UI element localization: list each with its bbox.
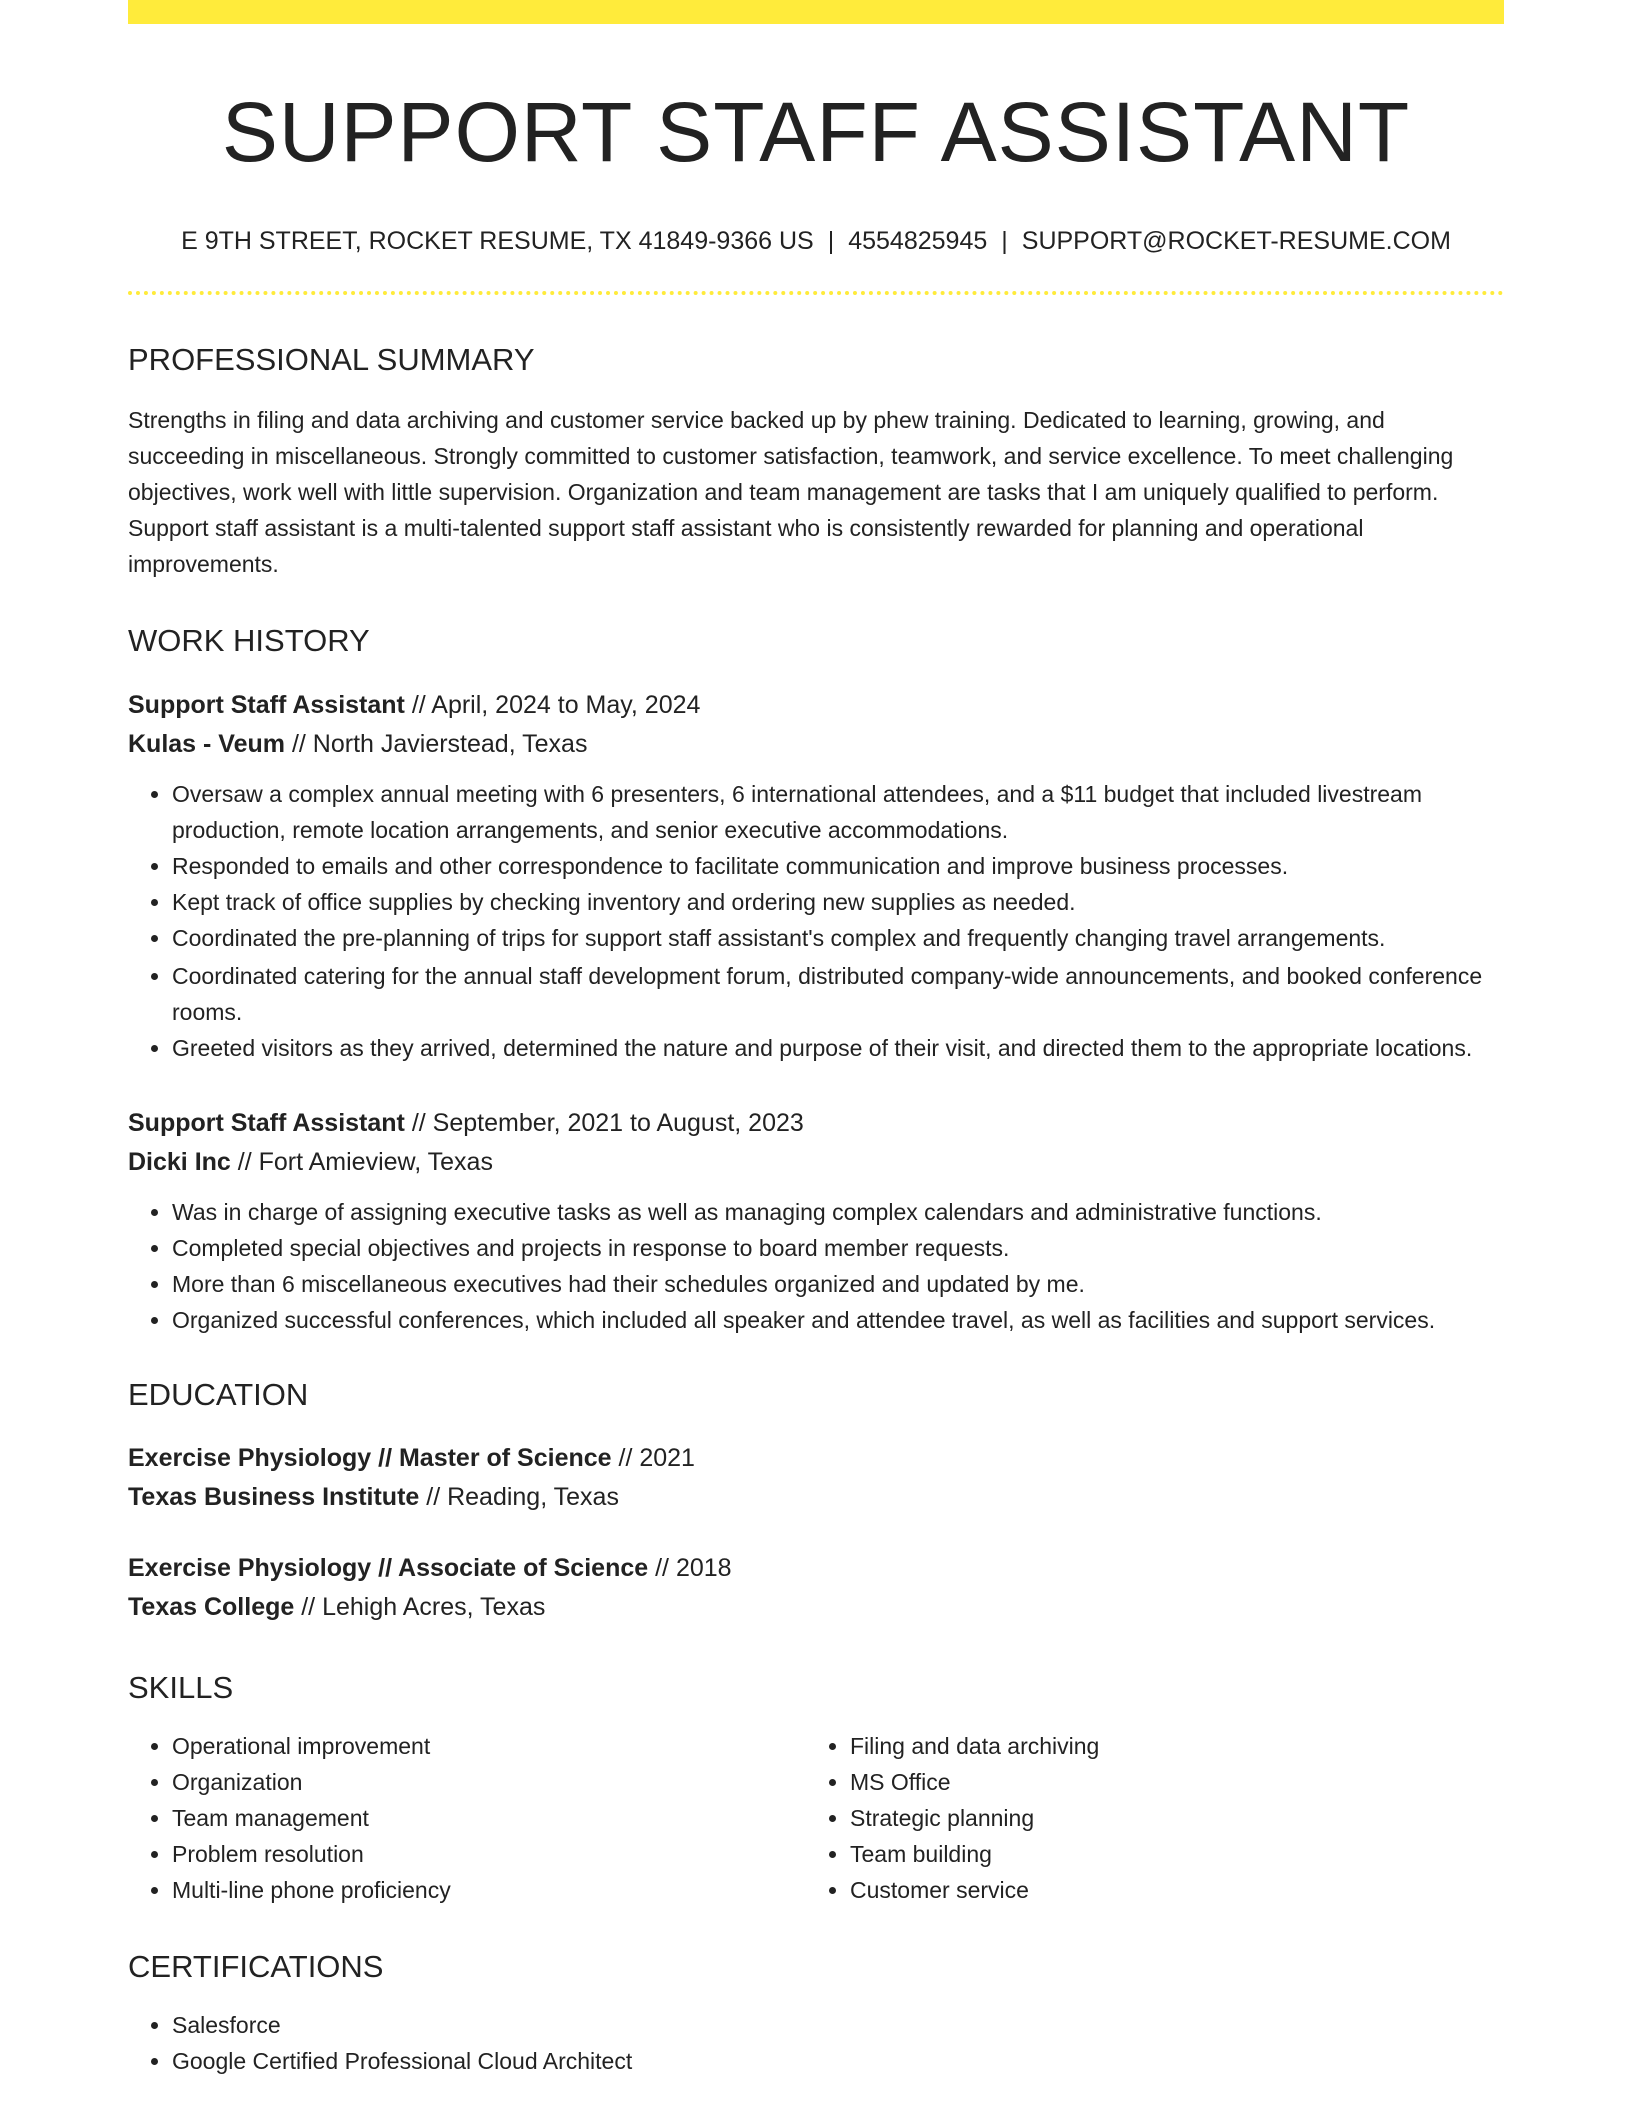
education-location: // Lehigh Acres, Texas [294,1592,546,1621]
job-bullets [128,1194,1504,1338]
education-degree: Exercise Physiology // Associate of Science [128,1553,649,1582]
education-degree: Exercise Physiology // Master of Science [128,1443,612,1472]
job-company: Dicki Inc [128,1147,231,1176]
list-item: • Customer service [850,1872,1484,1908]
list-item: • Oversaw a complex annual meeting with 6 presenters, 6 international attendees, and a $11 budget that included livestream production, remote location arrangements, and senior executive accommodations. [172,776,1504,848]
contact-address: E 9TH STREET, ROCKET RESUME, TX 41849-9366 US [181,226,814,255]
contact-line [128,225,1504,258]
job-role: Support Staff Assistant [128,1108,405,1137]
education-school: Texas Business Institute [128,1482,420,1511]
list-item: • MS Office [850,1764,1484,1800]
job-company: Kulas - Veum [128,729,285,758]
list-item: • Salesforce [172,2007,1504,2043]
list-item: • Multi-line phone proficiency [172,1872,806,1908]
job-bullets [128,776,1504,1066]
job-company-line [128,1143,1504,1182]
work-history-heading: WORK HISTORY [128,623,370,659]
education-entry [128,1549,1504,1627]
list-item: • Kept track of office supplies by checking inventory and ordering new supplies as needed. [172,884,1504,920]
job-company-line [128,725,1504,764]
education-year: // 2021 [611,1443,695,1472]
job-location: // North Javierstead, Texas [285,729,588,758]
list-item: • Organized successful conferences, which included all speaker and attendee travel, as well as facilities and support services. [172,1302,1504,1338]
list-item: • Operational improvement [172,1728,806,1764]
job-entry [128,1104,1504,1338]
list-item: • Coordinated catering for the annual staff development forum, distributed company-wide announcements, and booked conference rooms. [172,958,1504,1030]
list-item: • Problem resolution [172,1836,806,1872]
list-item: • Responded to emails and other correspondence to facilitate communication and improve business processes. [172,848,1504,884]
job-title-line [128,686,1504,725]
job-role: Support Staff Assistant [128,690,405,719]
certifications-heading: CERTIFICATIONS [128,1949,384,1985]
list-item: • Google Certified Professional Cloud Architect [172,2043,1504,2079]
job-entry [128,686,1504,1066]
education-degree-line [128,1549,1504,1588]
job-dates: // September, 2021 to August, 2023 [404,1108,804,1137]
education-school-line [128,1478,1504,1517]
contact-phone: 4554825945 [848,226,988,255]
top-accent-bar [128,0,1504,24]
job-title-line [128,1104,1504,1143]
list-item: • Organization [172,1764,806,1800]
education-location: // Reading, Texas [419,1482,619,1511]
resume-page [128,0,1504,2079]
list-item: • Filing and data archiving [850,1728,1484,1764]
skills-heading: SKILLS [128,1669,234,1705]
job-location: // Fort Amieview, Texas [230,1147,493,1176]
education-year: // 2018 [648,1553,732,1582]
education-degree-line [128,1439,1504,1478]
education-school-line [128,1588,1504,1627]
list-item: • Team building [850,1836,1484,1872]
skills-list-left [128,1728,806,1908]
contact-separator: | [827,226,835,255]
contact-email[interactable]: SUPPORT@ROCKET-RESUME.COM [1021,226,1451,255]
list-item: • Was in charge of assigning executive tasks as well as managing complex calendars and administrative functions. [172,1194,1504,1230]
education-school: Texas College [128,1592,295,1621]
skills-list-right [806,1728,1484,1908]
list-item: • Completed special objectives and projects in response to board member requests. [172,1230,1504,1266]
education-entry [128,1439,1504,1517]
list-item: • Strategic planning [850,1800,1484,1836]
skills-columns [128,1728,1504,1908]
contact-separator: | [1001,226,1008,255]
list-item: • More than 6 miscellaneous executives had their schedules organized and updated by me. [172,1266,1504,1302]
certifications-list [128,2007,1504,2079]
list-item: • Greeted visitors as they arrived, determined the nature and purpose of their visit, and directed them to the appropriate locations. [172,1030,1504,1066]
candidate-name: SUPPORT STAFF ASSISTANT [221,85,1411,179]
education-heading: EDUCATION [128,1376,309,1412]
summary-text: Strengths in filing and data archiving and customer service backed up by phew training. Dedicated to learning, growing, and succeeding in miscellaneous. Strongly committed to customer satisfaction, teamwork, and service excellence. To meet challenging objectives, work well with little supervision. Organization and team management are tasks that I am uniquely qualified to perform. Support staff assistant is a multi-talented support staff assistant who is consistently rewarded for planning and operational improvements. [128,407,1454,578]
job-dates: // April, 2024 to May, 2024 [404,690,701,719]
list-item: • Coordinated the pre-planning of trips for support staff assistant's complex and frequently changing travel arrangements. [172,920,1504,956]
summary-heading: PROFESSIONAL SUMMARY [128,342,535,378]
header-divider [128,291,1504,295]
list-item: • Team management [172,1800,806,1836]
